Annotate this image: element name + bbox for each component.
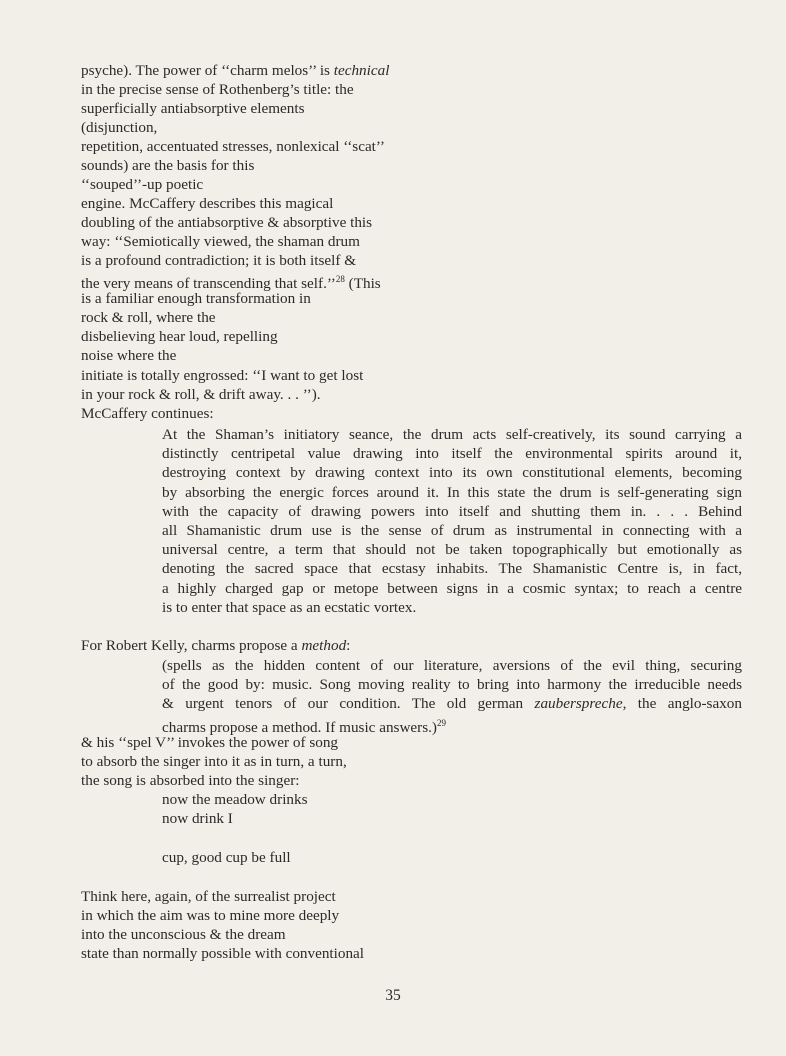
text-line: the song is absorbed into the singer:: [81, 772, 300, 789]
poem-line: now the meadow drinks: [162, 791, 308, 808]
text-line: initiate is totally engrossed: ‘‘I want to get lost: [81, 367, 364, 384]
quote-line: of the good by: music. Song moving reality to bring into harmony the irreducible needs: [162, 676, 742, 694]
text-line: engine. McCaffery describes this magical: [81, 195, 334, 212]
text-line: in your rock & roll, & drift away. . . ’’).: [81, 386, 321, 403]
quote-line: distinctly centripetal value drawing into itself the environmental spirits around it,: [162, 445, 742, 463]
quote-line: universal centre, a term that should not be taken topographically but emotionally as: [162, 541, 742, 559]
text-line: way: ‘‘Semiotically viewed, the shaman drum: [81, 233, 360, 250]
poem-line: now drink I: [162, 810, 233, 827]
text-line: Think here, again, of the surrealist project: [81, 888, 336, 905]
text-line: in the precise sense of Rothenberg’s title: the: [81, 81, 354, 98]
quote-line: (spells as the hidden content of our literature, aversions of the evil thing, securing: [162, 657, 742, 674]
text-line: is a familiar enough transformation in: [81, 290, 311, 307]
quote-line: destroying context by drawing context into its own constitutional elements, becoming: [162, 464, 742, 482]
block-quote: [162, 656, 742, 737]
quote-line: At the Shaman’s initiatory seance, the drum acts self-creatively, its sound carrying a: [162, 426, 742, 443]
text-line: ‘‘souped’’-up poetic: [81, 176, 204, 193]
text-line: in which the aim was to mine more deeply: [81, 907, 340, 924]
quote-line: a highly charged gap or metope between signs in a cosmic syntax; to reach a centre: [162, 579, 742, 597]
text-line: rock & roll, where the: [81, 309, 216, 326]
text-line: (disjunction,: [81, 119, 158, 136]
text-line: & his ‘‘spel V’’ invokes the power of song: [81, 734, 339, 751]
text-line: state than normally possible with conventional: [81, 945, 365, 962]
text-line: doubling of the antiabsorptive & absorptive this: [81, 214, 373, 231]
poem-line: cup, good cup be full: [162, 849, 291, 866]
quote-line: & urgent tenors of our condition. The old german zauberspreche, the anglo-saxon: [162, 695, 742, 713]
text-line: sounds) are the basis for this: [81, 157, 255, 174]
text-line: the very means of transcending that self.’’$^{28}$ (This: [81, 274, 381, 293]
text-line: McCaffery continues:: [81, 405, 214, 422]
text-line: disbelieving hear loud, repelling: [81, 328, 278, 345]
text-line: to absorb the singer into it as in turn, a turn,: [81, 753, 347, 770]
page-number: 35: [385, 987, 401, 1004]
text-line: noise where the: [81, 347, 177, 364]
text-line: For Robert Kelly, charms propose a method:: [81, 637, 351, 654]
quote-line: with the capacity of drawing powers into itself and shutting them in. . . . Behind: [162, 502, 742, 520]
text-line: repetition, accentuated stresses, nonlexical ‘‘scat’’: [81, 138, 385, 155]
quote-line: denoting the sacred space that ecstasy inhabits. The Shamanistic Centre is, in fact,: [162, 560, 742, 578]
text-line: superficially antiabsorptive elements: [81, 100, 305, 117]
text-line: is a profound contradiction; it is both itself &: [81, 252, 357, 269]
quote-line: is to enter that space as an ecstatic vortex.: [162, 598, 417, 616]
block-quote: [162, 425, 742, 617]
footnote-ref: 29: [436, 717, 446, 728]
footnote-ref: 28: [335, 274, 345, 284]
quote-line: charms propose a method. If music answers.)$^{29}$: [162, 717, 446, 736]
text-line: psyche). The power of ‘‘charm melos’’ is technical: [81, 62, 390, 79]
text-line: into the unconscious & the dream: [81, 926, 286, 943]
quote-line: all Shamanistic drum use is the sense of drum as instrumental in connecting with a: [162, 522, 742, 540]
quote-line: by absorbing the energic forces around it. In this state the drum is self-generating sign: [162, 483, 742, 501]
